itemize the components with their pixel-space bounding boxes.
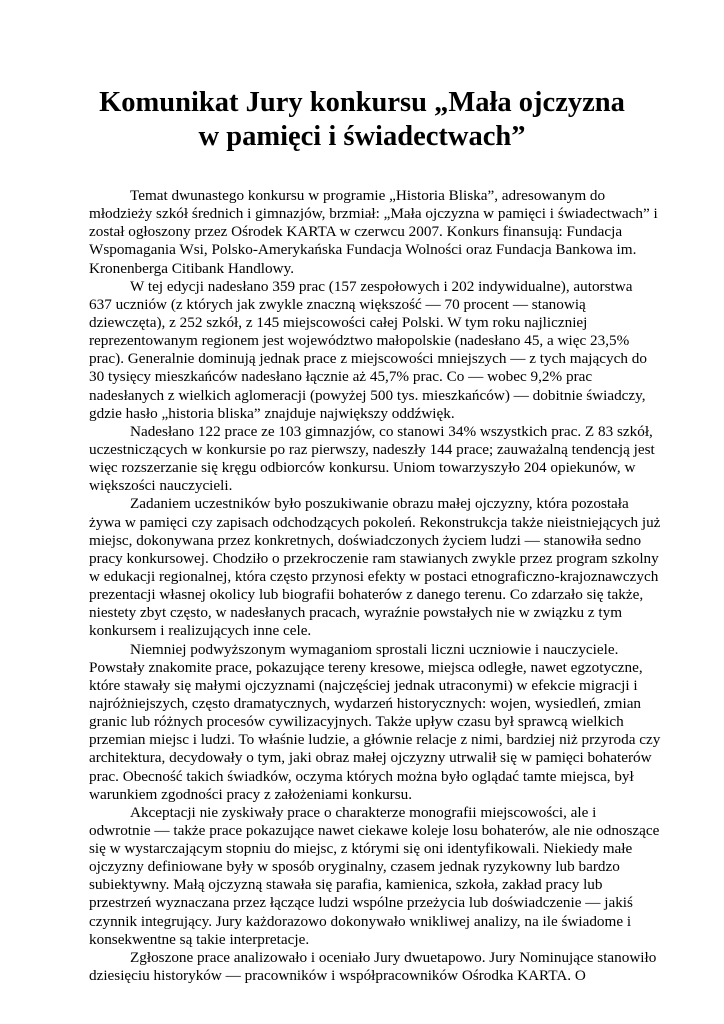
text-line: przestrzeń wyznaczana przez łączące ludzi wspólne przeżycia lub doświadczenie — jakiś [89, 894, 633, 912]
text-line: Nadesłano 122 prace ze 103 gimnazjów, co stanowi 34% wszystkich prac. Z 83 szkół, [130, 422, 653, 440]
text-line: Zgłoszone prace analizowało i oceniało Jury dwuetapowo. Jury Nominujące stanowiło [130, 948, 657, 966]
text-line: granic lub różnych procesów cywilizacyjnych. Także upływ czasu był sprawcą wielkich [89, 713, 624, 731]
text-line: niestety zbyt często, w nadesłanych pracach, wyraźnie powstałych nie w związku z tym [89, 604, 623, 622]
text-line: Wspomagania Wsi, Polsko-Amerykańska Fundacja Wolności oraz Fundacja Bankowa im. [89, 241, 637, 259]
text-line: Niemniej podwyższonym wymaganiom sprostali liczni uczniowie i nauczyciele. [130, 640, 619, 658]
paragraph [89, 495, 689, 640]
page-title [60, 86, 664, 154]
text-line: w edukacji regionalnej, która często przynosi efekty w postaci etnograficzno-krajoznawczych [89, 567, 659, 585]
text-line: przemian miejsc i ludzi. To właśnie ludzie, a głównie relacje z nimi, bardziej niż przyroda czy [89, 731, 661, 749]
text-line: Powstały znakomite prace, pokazujące tereny kresowe, miejsca odległe, nawet egzotyczne, [89, 658, 643, 676]
text-line: konsekwentne są takie interpretacje. [89, 930, 310, 948]
text-line: warunkiem zgodności pracy z założeniami konkursu. [89, 785, 413, 803]
text-line: więc rozszerzanie się kręgu odbiorców konkursu. Uniom towarzyszyło 204 opiekunów, w [89, 459, 636, 477]
text-line: prac. Obecność takich świadków, oczyma których można było oglądać tamte miejsca, był [89, 767, 634, 785]
text-line: gdzie hasło „historia bliska” znajduje największy oddźwięk. [89, 404, 455, 422]
text-line: został ogłoszony przez Ośrodek KARTA w czerwcu 2007. Konkurs finansują: Fundacja [89, 223, 623, 241]
text-line: subiektywny. Małą ojczyzną stawała się parafia, kamienica, szkoła, zakład pracy lub [89, 876, 603, 894]
title-line: w pamięci i świadectwach” [198, 121, 526, 152]
text-line: które stawały się małymi ojczyznami (najczęściej jednak utraconymi) w efekcie migracji i [89, 676, 638, 694]
text-line: pracy konkursowej. Chodziło o przekroczenie ram stawianych zwykle przez program szkolny [89, 549, 659, 567]
paragraph [89, 423, 689, 496]
paragraph [89, 641, 689, 804]
text-line: nadesłanych z wielkich aglomeracji (powyżej 500 tys. mieszkańców) — dobitnie świadczy, [89, 386, 646, 404]
text-line: najróżniejszych, często dramatycznych, wydarzeń historycznych: wojen, wysiedleń, zmian [89, 694, 642, 712]
paragraph [89, 278, 689, 423]
title-line: Komunikat Jury konkursu „Mała ojczyzna [99, 87, 625, 118]
text-line: młodzieży szkół średnich i gimnazjów, brzmiał: „Mała ojczyzna w pamięci i świadectwach” i [89, 205, 658, 223]
text-line: 637 uczniów (z których jak zwykle znaczną większość — 70 procent — stanowią [89, 295, 586, 313]
text-line: Kronenberga Citibank Handlowy. [89, 259, 294, 277]
text-line: odwrotnie — także prace pokazujące nawet ciekawe koleje losu bohaterów, ale nie odnoszące [89, 821, 660, 839]
text-line: 30 tysięcy mieszkańców nadesłano łącznie aż 45,7% prac. Co — wobec 9,2% prac [89, 368, 593, 386]
text-line: miejsc, dokonywana przez konkretnych, doświadczonych życiem ludzi — stanowiła sedno [89, 531, 642, 549]
text-line: Temat dwunastego konkursu w programie „Historia Bliska”, adresowanym do [130, 187, 606, 204]
text-line: większości nauczycieli. [89, 477, 233, 495]
text-line: czynnik integrujący. Jury każdorazowo dokonywało wnikliwej analizy, na ile świadome i [89, 912, 632, 930]
paragraph [89, 949, 689, 985]
text-line: konkursem i realizujących inne cele. [89, 622, 312, 640]
text-line: żywa w pamięci czy zapisach odchodzących pokoleń. Rekonstrukcja także nieistniejących już [89, 513, 661, 531]
text-line: dziewczęta), z 252 szkół, z 145 miejscowości całej Polski. W tym roku najliczniej [89, 313, 588, 331]
paragraph [89, 804, 689, 949]
text-line: dziesięciu historyków — pracowników i współpracowników Ośrodka KARTA. O [89, 967, 586, 985]
text-line: reprezentowanym regionem jest województwo małopolskie (nadesłano 45, a więc 23,5% [89, 332, 630, 350]
text-line: Akceptacji nie zyskiwały prace o charakterze monografii miejscowości, ale i [130, 803, 597, 821]
text-line: architektura, decydowały o tym, jaki obraz małej ojczyzny utrwalił się w pamięci bohaterów [89, 749, 652, 767]
document-body [89, 187, 689, 985]
text-line: ojczyzny definiowane były w sposób oryginalny, czasem jednak ryzykowny lub bardzo [89, 858, 620, 876]
text-line: Zadaniem uczestników było poszukiwanie obrazu małej ojczyzny, która pozostała [130, 495, 629, 513]
text-line: się w wystarczającym stopniu do miejsc, z którymi się oni identyfikowali. Niekiedy małe [89, 840, 633, 858]
text-line: uczestniczących w konkursie po raz pierwszy, nadeszły 144 prace; zauważalną tendencją jest [89, 440, 655, 458]
paragraph [89, 187, 689, 278]
text-line: prezentacji własnej okolicy lub biografii bohaterów z danego terenu. Co zdarzało się także, [89, 586, 644, 604]
text-line: W tej edycji nadesłano 359 prac (157 zespołowych i 202 indywidualne), autorstwa [130, 277, 633, 295]
text-line: prac). Generalnie dominują jednak prace z miejscowości mniejszych — z tych mających do [89, 350, 647, 368]
